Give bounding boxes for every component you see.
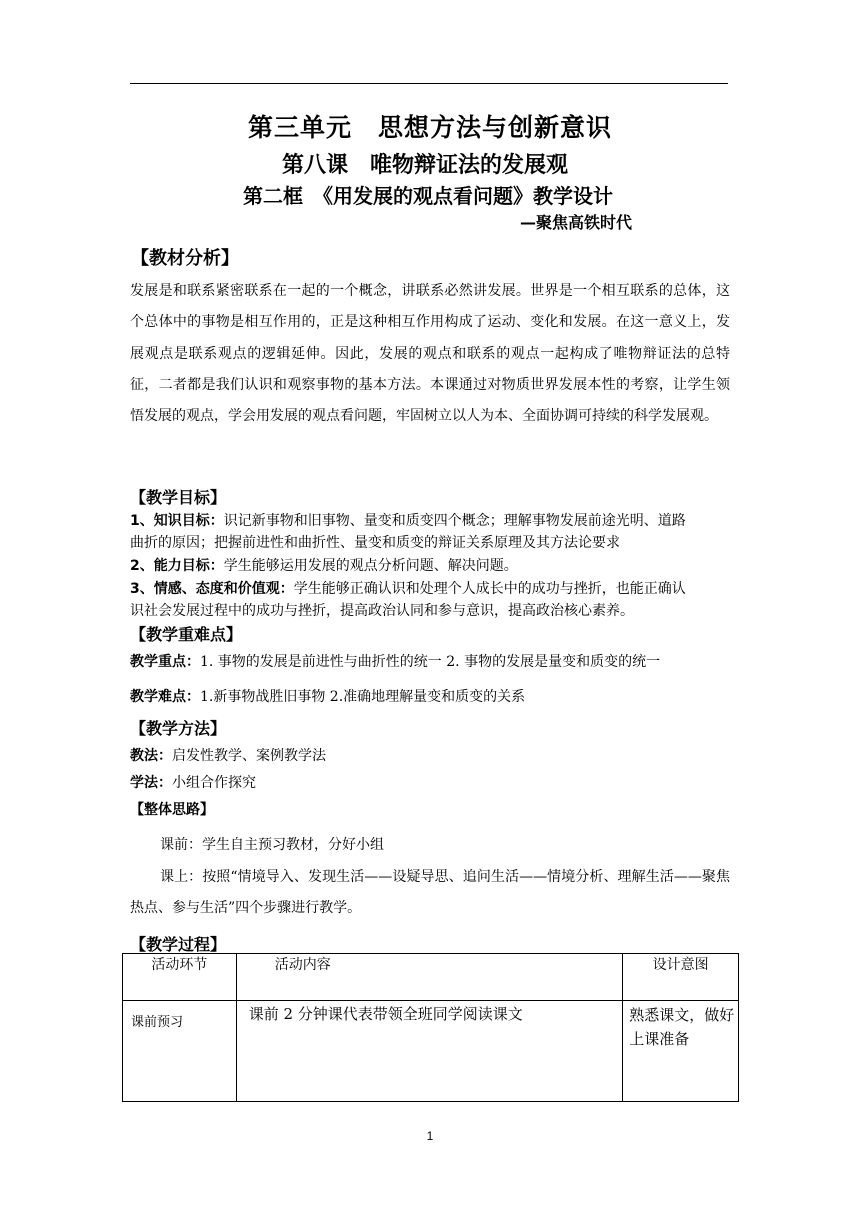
objectives-heading: 【教学目标】 xyxy=(130,488,227,507)
learning-method-text: 小组合作探究 xyxy=(172,775,256,791)
subtitle: —聚焦高铁时代 xyxy=(520,213,633,232)
knowledge-objective xyxy=(130,510,730,530)
teaching-method xyxy=(130,745,730,765)
ability-text: 学生能够运用发展的观点分析问题、解决问题。 xyxy=(223,558,518,574)
knowledge-line1: 识记新事物和旧事物、量变和质变四个概念；理解事物发展前途光明、道路 xyxy=(223,513,686,529)
before-class: 课前：学生自主预习教材，分好小组 xyxy=(160,837,384,853)
process-table xyxy=(122,953,739,1102)
column-header-stage: 活动环节 xyxy=(123,954,237,1001)
learning-method-label: 学法： xyxy=(130,775,172,791)
table-header-row xyxy=(123,954,739,1001)
emotion-line2: 识社会发展过程中的成功与挫折，提高政治认同和参与意识，提高政治核心素养。 xyxy=(130,603,634,619)
textbook-analysis-paragraph: 发展是和联系紧密联系在一起的一个概念，讲联系必然讲发展。世界是一个相互联系的总体，这个总体中的事物是相互作用的，正是这种相互作用构成了运动、变化和发展。在这一意义上，发展观点是联系观点的逻辑延伸。因此，发展的观点和联系的观点一起构成了唯物辩证法的总特征，二者都是我们认识和观察事物的基本方法。本课通过对物质世界发展本性的考察，让学生领悟发展的观点，学会用发展的观点看问题，牢固树立以人为本、全面协调可持续的科学发展观。 xyxy=(130,283,730,425)
frame-title: 第二框 《用发展的观点看问题》教学设计 xyxy=(243,184,613,208)
in-class: 课上：按照“情境导入、发现生活——设疑导思、追问生活——情境分析、理解生活——聚焦热点、参与生活”四个步骤进行教学。 xyxy=(130,869,730,917)
cell-stage: 课前预习 xyxy=(123,1001,237,1102)
emotion-line1: 学生能够正确认识和处理个人成长中的成功与挫折，也能正确认 xyxy=(293,581,686,597)
learning-method xyxy=(130,772,730,792)
emotion-label: 3、情感、态度和价值观： xyxy=(130,581,294,597)
teaching-focus xyxy=(130,651,730,671)
difficulty-label: 教学难点： xyxy=(130,689,200,705)
knowledge-label: 1、知识目标： xyxy=(130,513,224,529)
column-header-intent: 设计意图 xyxy=(623,954,739,1001)
cell-content: 课前 2 分钟课代表带领全班同学阅读课文 xyxy=(236,1001,623,1102)
focus-text: 1. 事物的发展是前进性与曲折性的统一 2. 事物的发展是量变和质变的统一 xyxy=(200,654,661,670)
difficulty-text: 1.新事物战胜旧事物 2.准确地理解量变和质变的关系 xyxy=(200,689,526,705)
top-rule xyxy=(130,83,728,84)
knowledge-line2: 曲折的原因；把握前进性和曲折性、量变和质变的辩证关系原理及其方法论要求 xyxy=(130,535,620,551)
teaching-difficulty xyxy=(130,686,730,706)
ability-objective xyxy=(130,555,730,575)
process-heading: 【教学过程】 xyxy=(130,935,227,954)
column-header-content: 活动内容 xyxy=(236,954,623,1001)
textbook-analysis-heading: 【教材分析】 xyxy=(131,248,239,269)
teaching-method-text: 启发性教学、案例教学法 xyxy=(172,748,326,764)
methods-heading: 【教学方法】 xyxy=(130,719,227,738)
page-number: 1 xyxy=(426,1129,434,1143)
cell-intent: 熟悉课文，做好上课准备 xyxy=(623,1001,739,1102)
table-row xyxy=(123,1001,739,1102)
key-points-heading: 【教学重难点】 xyxy=(130,625,243,644)
overall-heading: 【整体思路】 xyxy=(130,802,214,818)
teaching-method-label: 教法： xyxy=(130,748,172,764)
ability-label: 2、能力目标： xyxy=(130,558,224,574)
unit-title: 第三单元 思想方法与创新意识 xyxy=(248,113,613,142)
emotion-objective xyxy=(130,578,730,598)
focus-label: 教学重点： xyxy=(130,654,200,670)
lesson-title: 第八课 唯物辩证法的发展观 xyxy=(282,153,569,178)
